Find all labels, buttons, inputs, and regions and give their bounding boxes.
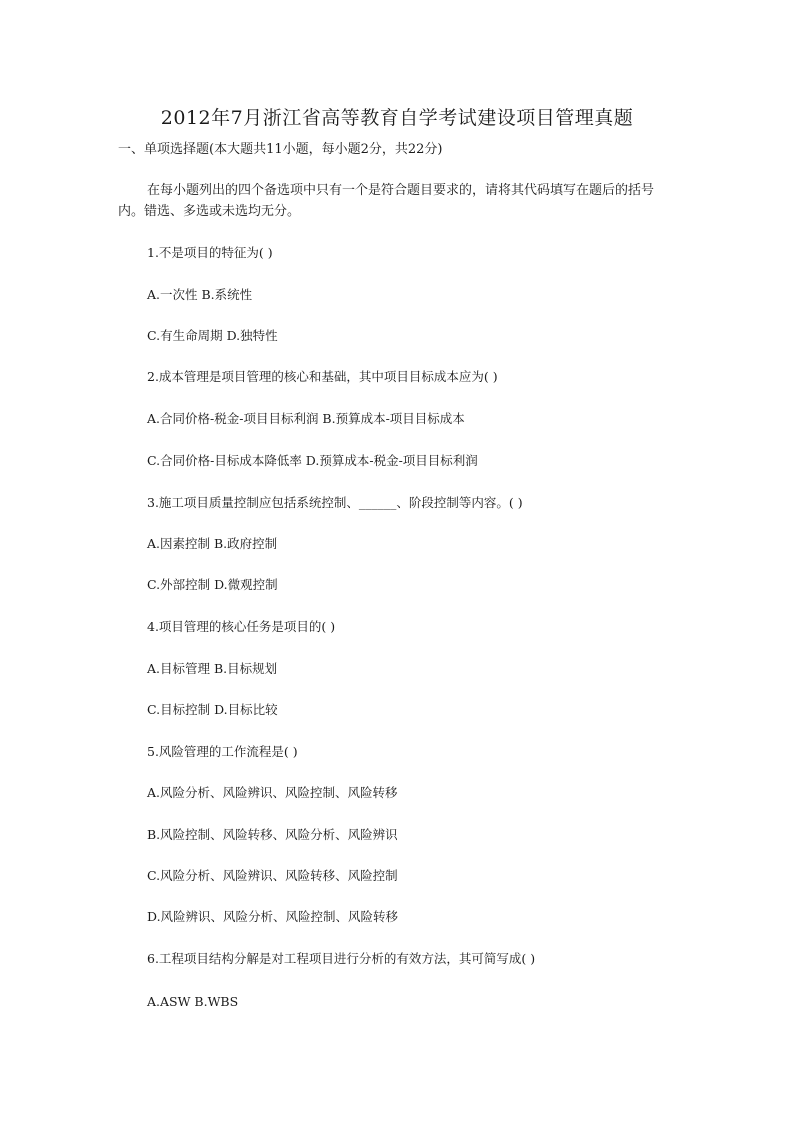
answer-options: A.合同价格-税金-项目目标利润 B.预算成本-项目目标成本 — [147, 411, 465, 426]
answer-options: C.合同价格-目标成本降低率 D.预算成本-税金-项目目标利润 — [147, 453, 478, 468]
answer-options: A.ASW B.WBS — [147, 994, 239, 1009]
answer-options: D.风险辨识、风险分析、风险控制、风险转移 — [147, 909, 399, 924]
question-stem: 1.不是项目的特征为( ) — [147, 245, 273, 260]
question-stem: 3.施工项目质量控制应包括系统控制、______、阶段控制等内容。( ) — [147, 495, 523, 510]
page-title: 2012年7月浙江省高等教育自学考试建设项目管理真题 — [160, 107, 634, 129]
answer-options: A.因素控制 B.政府控制 — [147, 536, 278, 551]
answer-options: B.风险控制、风险转移、风险分析、风险辨识 — [147, 827, 398, 842]
answer-options: C.有生命周期 D.独特性 — [147, 328, 278, 343]
question-stem: 2.成本管理是项目管理的核心和基础，其中项目目标成本应为( ) — [147, 369, 498, 384]
answer-options: C.目标控制 D.目标比较 — [147, 702, 278, 717]
answer-options: A.风险分析、风险辨识、风险控制、风险转移 — [147, 785, 398, 800]
question-stem: 5.风险管理的工作流程是( ) — [147, 744, 298, 759]
instructions-paragraph: 在每小题列出的四个备选项中只有一个是符合题目要求的，请将其代码填写在题后的括号内。错选、多选或未选均无分。 — [118, 183, 655, 219]
answer-options: C.外部控制 D.微观控制 — [147, 577, 278, 592]
question-stem: 6.工程项目结构分解是对工程项目进行分析的有效方法，其可简写成( ) — [147, 951, 536, 966]
section-heading: 一、单项选择题(本大题共11小题，每小题2分，共22分) — [118, 142, 443, 157]
answer-options: C.风险分析、风险辨识、风险转移、风险控制 — [147, 868, 398, 883]
answer-options: A.一次性 B.系统性 — [147, 287, 253, 302]
answer-options: A.目标管理 B.目标规划 — [147, 661, 278, 676]
question-stem: 4.项目管理的核心任务是项目的( ) — [147, 619, 336, 634]
